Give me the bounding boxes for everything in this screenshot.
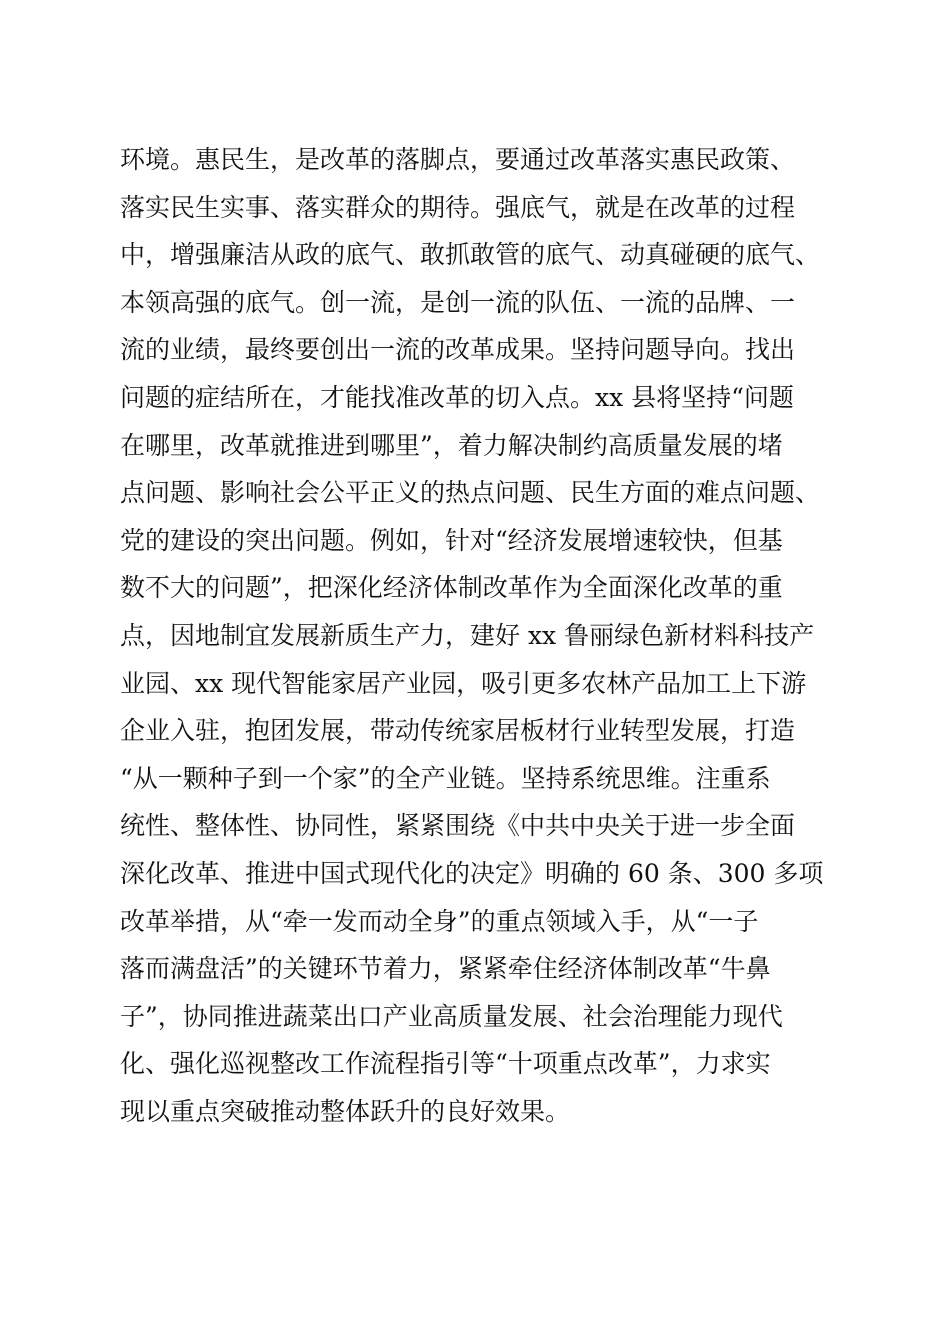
text-line: 在哪里，改革就推进到哪里”，着力解决制约高质量发展的堵	[120, 430, 783, 460]
text-line: 企业入驻，抱团发展，带动传统家居板材行业转型发展，打造	[120, 716, 796, 746]
text-line: 数不大的问题”，把深化经济体制改革作为全面深化改革的重	[120, 573, 783, 603]
text-line: 业园、xx 现代智能家居产业园，吸引更多农林产品加工上下游	[120, 668, 807, 698]
text-line: 现以重点突破推动整体跃升的良好效果。	[120, 1096, 571, 1126]
text-line: 子”，协同推进蔬菜出口产业高质量发展、社会治理能力现代	[120, 1001, 783, 1031]
text-line: 本领高强的底气。创一流，是创一流的队伍、一流的品牌、一	[120, 287, 796, 317]
text-line: 点，因地制宜发展新质生产力，建好 xx 鲁丽绿色新材料科技产	[120, 620, 815, 650]
text-line: 落而满盘活”的关键环节着力，紧紧牵住经济体制改革“牛鼻	[120, 954, 771, 984]
text-line: 问题的症结所在，才能找准改革的切入点。xx 县将坚持“问题	[120, 382, 794, 412]
text-line: 点问题、影响社会公平正义的热点问题、民生方面的难点问题、	[120, 478, 821, 508]
text-line: 深化改革、推进中国式现代化的决定》明确的 60 条、300 多项	[120, 858, 824, 888]
text-line: “从一颗种子到一个家”的全产业链。坚持系统思维。注重系	[120, 763, 771, 793]
text-line: 环境。惠民生，是改革的落脚点，要通过改革落实惠民政策、	[120, 145, 796, 174]
text-line: 化、强化巡视整改工作流程指引等“十项重点改革”，力求实	[120, 1049, 771, 1079]
text-line: 党的建设的突出问题。例如，针对“经济发展增速较快，但基	[120, 525, 783, 555]
text-line: 落实民生实事、落实群众的期待。强底气，就是在改革的过程	[120, 192, 796, 222]
text-line: 统性、整体性、协同性，紧紧围绕《中共中央关于进一步全面	[120, 811, 796, 841]
text-line: 流的业绩，最终要创出一流的改革成果。坚持问题导向。找出	[120, 335, 796, 365]
body-paragraph	[120, 136, 840, 1135]
text-line: 改革举措，从“牵一发而动全身”的重点领域入手，从“一子	[120, 906, 759, 936]
text-line: 中，增强廉洁从政的底气、敢抓敢管的底气、动真碰硬的底气、	[120, 240, 821, 270]
